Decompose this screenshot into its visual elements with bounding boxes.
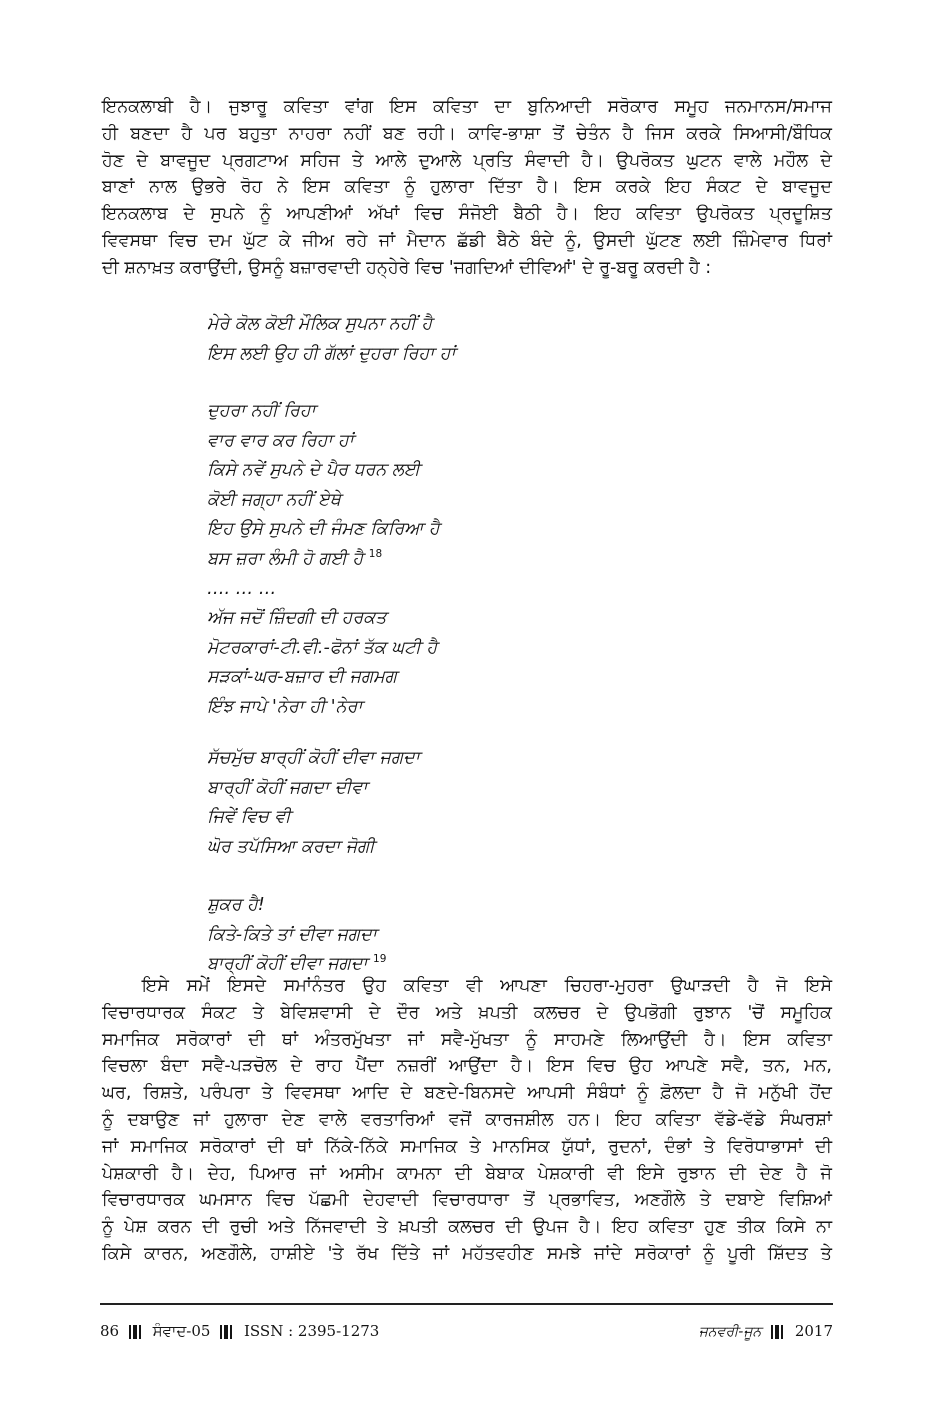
poem-stanza xyxy=(207,310,455,369)
text-line: ਪੇਸ਼ਕਾਰੀ ਹੈ। ਦੇਹ, ਪਿਆਰ ਜਾਂ ਅਸੀਮ ਕਾਮਨਾ ਦੀ ਬੇਬਾਕ ਪੇਸ਼ਕਾਰੀ ਵੀ ਇਸੇ ਰੁਝਾਨ ਦੀ ਦੇਣ ਹੈ ਜੋ xyxy=(102,1163,832,1184)
verse-line: ਅੱਜ ਜਦੋਂ ਜ਼ਿੰਦਗੀ ਦੀ ਹਰਕਤ xyxy=(207,608,387,629)
separator-bars-icon xyxy=(220,1325,234,1339)
page-footer xyxy=(100,1319,833,1343)
text-line: ਜਾਂ ਸਮਾਜਿਕ ਸਰੋਕਾਰਾਂ ਦੀ ਥਾਂ ਨਿੱਕੇ-ਨਿੱਕੇ ਸਮਾਜਿਕ ਤੇ ਮਾਨਸਿਕ ਯੁੱਧਾਂ, ਰੁਦਨਾਂ, ਦੰਭਾਂ ਤੇ ਵਿਰੋਧਾਭਾਸਾਂ ਦੀ xyxy=(102,1136,832,1157)
page-number: 86 xyxy=(100,1322,120,1340)
poem-stanza xyxy=(207,744,420,862)
verse-line: ਘੋਰ ਤਪੱਸਿਆ ਕਰਦਾ ਜੋਗੀ xyxy=(207,836,375,857)
journal-name: ਸੰਵਾਦ-05 xyxy=(152,1322,211,1340)
verse-line: ਵਾਰ ਵਾਰ ਕਰ ਰਿਹਾ ਹਾਂ xyxy=(207,430,354,451)
verse-line: ਇਸ ਲਈ ਉਹ ਹੀ ਗੱਲਾਂ ਦੁਹਰਾ ਰਿਹਾ ਹਾਂ xyxy=(207,343,456,364)
verse-line: ਕਿਸੇ ਨਵੇਂ ਸੁਪਨੇ ਦੇ ਪੈਰ ਧਰਨ ਲਈ xyxy=(207,460,420,481)
text-line: ਇਨਕਲਾਬੀ ਹੈ। ਜੁਝਾਰੂ ਕਵਿਤਾ ਵਾਂਗ ਇਸ ਕਵਿਤਾ ਦਾ ਬੁਨਿਆਦੀ ਸਰੋਕਾਰ ਸਮੂਹ ਜਨਮਾਨਸ/ਸਮਾਜ xyxy=(102,97,832,117)
poem-stanza xyxy=(207,891,386,980)
verse-line: ਮੋਟਰਕਾਰਾਂ-ਟੀ.ਵੀ.-ਫੋਨਾਂ ਤੱਕ ਘਟੀ ਹੈ xyxy=(207,637,438,658)
verse-line: ਕੋਈ ਜਗ੍ਹਾ ਨਹੀਂ ਏਥੇ xyxy=(207,489,341,510)
text-line: ਘਰ, ਰਿਸ਼ਤੇ, ਪਰੰਪਰਾ ਤੇ ਵਿਵਸਥਾ ਆਦਿ ਦੇ ਬਣਦੇ-ਬਿਨਸਦੇ ਆਪਸੀ ਸੰਬੰਧਾਂ ਨੂੰ ਫ਼ੋਲਦਾ ਹੈ ਜੋ ਮਨੁੱਖੀ ਹੋਂਦ xyxy=(102,1083,832,1104)
separator-bars-icon xyxy=(129,1325,143,1339)
text-line: ਦੀ ਸ਼ਨਾਖ਼ਤ ਕਰਾਉਂਦੀ, ਉਸਨੂੰ ਬਜ਼ਾਰਵਾਦੀ ਹਨ੍ਹੇਰੇ ਵਿਚ 'ਜਗਦਿਆਂ ਦੀਵਿਆਂ' ਦੇ ਰੂ-ਬਰੂ ਕਰਦੀ ਹੈ : xyxy=(102,257,712,278)
issn-number: ISSN : 2395-1273 xyxy=(243,1322,380,1340)
text-line: ਵਿਵਸਥਾ ਵਿਚ ਦਮ ਘੁੱਟ ਕੇ ਜੀਅ ਰਹੇ ਜਾਂ ਮੈਦਾਨ ਛੱਡੀ ਬੈਠੇ ਬੰਦੇ ਨੂੰ, ਉਸਦੀ ਘੁੱਟਣ ਲਈ ਜ਼ਿੰਮੇਵਾਰ ਧਿਰਾਂ xyxy=(102,230,832,251)
text-line: ਵਿਚਾਰਧਾਰਕ ਸੰਕਟ ਤੇ ਬੇਵਿਸ਼ਵਾਸੀ ਦੇ ਦੌਰ ਅਤੇ ਖ਼ਪਤੀ ਕਲਚਰ ਦੇ ਉਪਭੋਗੀ ਰੁਝਾਨ 'ਚੋਂ ਸਮੂਹਿਕ xyxy=(102,1002,832,1023)
issue-year: 2017 xyxy=(794,1322,833,1340)
issue-period: ਜਨਵਰੀ-ਜੂਨ xyxy=(698,1324,762,1340)
verse-line: ਇਹ ਉਸੇ ਸੁਪਨੇ ਦੀ ਜੰਮਣ ਕਿਰਿਆ ਹੈ xyxy=(207,519,440,540)
verse-text: ਬਸ ਜ਼ਰਾ ਲੰਮੀ ਹੋ ਗਈ ਹੈ xyxy=(207,548,364,569)
text-line: ਬਾਣਾਂ ਨਾਲ ਉਭਰੇ ਰੋਹ ਨੇ ਇਸ ਕਵਿਤਾ ਨੂੰ ਹੁਲਾਰਾ ਦਿੱਤਾ ਹੈ। ਇਸ ਕਰਕੇ ਇਹ ਸੰਕਟ ਦੇ ਬਾਵਜੂਦ xyxy=(102,177,832,198)
verse-line: ਕਿਤੇ-ਕਿਤੇ ਤਾਂ ਦੀਵਾ ਜਗਦਾ xyxy=(207,924,377,945)
footnote-ref: 18 xyxy=(368,548,383,561)
separator-bars-icon xyxy=(771,1325,785,1339)
verse-line: ਦੁਹਰਾ ਨਹੀਂ ਰਿਹਾ xyxy=(207,401,316,421)
footnote-ref: 19 xyxy=(373,953,387,966)
text-line: ਵਿਚਾਰਧਾਰਕ ਘਮਸਾਨ ਵਿਚ ਪੱਛਮੀ ਦੇਹਵਾਦੀ ਵਿਚਾਰਧਾਰਾ ਤੋਂ ਪ੍ਰਭਾਵਿਤ, ਅਣਗੌਲੇ ਤੇ ਦਬਾਏ ਵਿਸ਼ਿਆਂ xyxy=(102,1190,832,1211)
footer-right xyxy=(699,1319,833,1344)
text-line: ਵਿਚਲਾ ਬੰਦਾ ਸਵੈ-ਪੜਚੋਲ ਦੇ ਰਾਹ ਪੈਂਦਾ ਨਜ਼ਰੀਂ ਆਉਂਦਾ ਹੈ। ਇਸ ਵਿਚ ਉਹ ਆਪਣੇ ਸਵੈ, ਤਨ, ਮਨ, xyxy=(102,1056,832,1077)
text-line: ਨੂੰ ਪੇਸ਼ ਕਰਨ ਦੀ ਰੁਚੀ ਅਤੇ ਨਿੱਜਵਾਦੀ ਤੇ ਖ਼ਪਤੀ ਕਲਚਰ ਦੀ ਉਪਜ ਹੈ। ਇਹ ਕਵਿਤਾ ਹੁਣ ਤੀਕ ਕਿਸੇ ਨਾ xyxy=(102,1217,832,1238)
verse-line: ਸੱਚਮੁੱਚ ਬਾਰ੍ਹੀਂ ਕੋਹੀਂ ਦੀਵਾ ਜਗਦਾ xyxy=(207,748,420,768)
text-line: ਨੂੰ ਦਬਾਉਣ ਜਾਂ ਹੁਲਾਰਾ ਦੇਣ ਵਾਲੇ ਵਰਤਾਰਿਆਂ ਵਜੋਂ ਕਾਰਜਸ਼ੀਲ ਹਨ। ਇਹ ਕਵਿਤਾ ਵੱਡੇ-ਵੱਡੇ ਸੰਘਰਸ਼ਾਂ xyxy=(102,1109,832,1130)
verse-line: ਸ਼ੁਕਰ ਹੈ! xyxy=(207,895,265,915)
text-line: ਹੋਣ ਦੇ ਬਾਵਜੂਦ ਪ੍ਰਗਟਾਅ ਸਹਿਜ ਤੇ ਆਲੇ ਦੁਆਲੇ ਪ੍ਰਤਿ ਸੰਵਾਦੀ ਹੈ। ਉਪਰੋਕਤ ਘੁਟਨ ਵਾਲੇ ਮਹੌਲ ਦੇ xyxy=(102,150,832,171)
text-line: ਹੀ ਬਣਦਾ ਹੈ ਪਰ ਬਹੁਤਾ ਨਾਹਰਾ ਨਹੀਂ ਬਣ ਰਹੀ। ਕਾਵਿ-ਭਾਸ਼ਾ ਤੋਂ ਚੇਤੰਨ ਹੈ ਜਿਸ ਕਰਕੇ ਸਿਆਸੀ/ਬੌਧਿਕ xyxy=(102,123,832,144)
footer-divider xyxy=(100,1303,833,1305)
verse-line: ਜਿਵੇਂ ਵਿਚ ਵੀ xyxy=(207,807,291,828)
poem-stanza xyxy=(207,397,440,723)
verse-text: ਬਾਰ੍ਹੀਂ ਕੋਹੀਂ ਦੀਵਾ ਜਗਦਾ xyxy=(207,954,368,975)
verse-line: ਬਾਰ੍ਹੀਂ ਕੋਹੀਂ ਜਗਦਾ ਦੀਵਾ xyxy=(207,777,368,798)
verse-line: ਮੇਰੇ ਕੋਲ ਕੋਈ ਮੌਲਿਕ ਸੁਪਨਾ ਨਹੀਂ ਹੈ xyxy=(207,314,433,334)
text-line: ਇਸੇ ਸਮੇਂ ਇਸਦੇ ਸਮਾਂਨੰਤਰ ਉਹ ਕਵਿਤਾ ਵੀ ਆਪਣਾ ਚਿਹਰਾ-ਮੁਹਰਾ ਉਘਾੜਦੀ ਹੈ ਜੋ ਇਸੇ xyxy=(142,976,832,996)
verse-line xyxy=(207,545,440,575)
text-line: ਕਿਸੇ ਕਾਰਨ, ਅਣਗੌਲੇ, ਹਾਸ਼ੀਏ 'ਤੇ ਰੱਖ ਦਿੱਤੇ ਜਾਂ ਮਹੱਤਵਹੀਣ ਸਮਝੇ ਜਾਂਦੇ ਸਰੋਕਾਰਾਂ ਨੂੰ ਪੂਰੀ ਸ਼ਿੱਦਤ ਤੇ xyxy=(102,1243,832,1264)
ellipsis-line: …. … … xyxy=(207,578,277,599)
text-line: ਸਮਾਜਿਕ ਸਰੋਕਾਰਾਂ ਦੀ ਥਾਂ ਅੰਤਰਮੁੱਖਤਾ ਜਾਂ ਸਵੈ-ਮੁੱਖਤਾ ਨੂੰ ਸਾਹਮਣੇ ਲਿਆਉਂਦੀ ਹੈ। ਇਸ ਕਵਿਤਾ xyxy=(102,1029,832,1050)
verse-line: ਸੜਕਾਂ-ਘਰ-ਬਜ਼ਾਰ ਦੀ ਜਗਮਗ xyxy=(207,667,397,688)
body-paragraph xyxy=(102,973,832,1268)
body-paragraph xyxy=(102,94,832,282)
text-line: ਇਨਕਲਾਬ ਦੇ ਸੁਪਨੇ ਨੂੰ ਆਪਣੀਆਂ ਅੱਖਾਂ ਵਿਚ ਸੰਜੋਈ ਬੈਠੀ ਹੈ। ਇਹ ਕਵਿਤਾ ਉਪਰੋਕਤ ਪ੍ਰਦੂਸ਼ਿਤ xyxy=(102,204,832,225)
footer-left xyxy=(100,1319,379,1343)
verse-line: ਇੰਝ ਜਾਪੇ 'ਨੇਰਾ ਹੀ 'ਨੇਰਾ xyxy=(207,696,363,717)
